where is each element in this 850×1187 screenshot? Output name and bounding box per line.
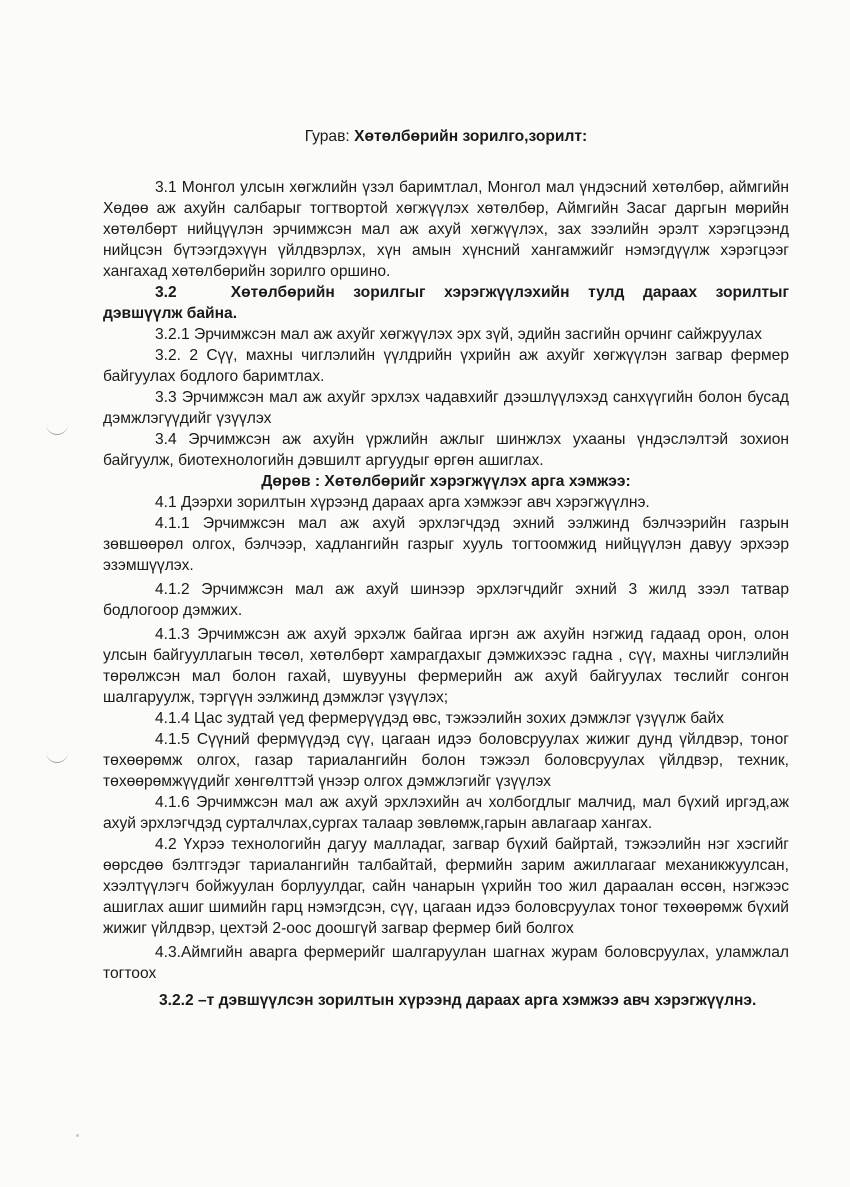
paragraph-3-1: 3.1 Монгол улсын хөгжлийн үзэл баримтлал, Монгол мал үндэсний хөтөлбөр, аймгийн Хөдөө аж ахуйн салбарыг тогтвортой хөгжүүлэх хөтөлбөр, Аймгийн Засаг даргын мөрийн хөтөлбөрт нийцүүлэн эрчимжсэн мал аж ахуй хөгжүүлэх, зах зээлийн эрэлт хэрэгцээнд нийцсэн бүтээгдэхүүн үйлдвэрлэх, хүн амын хүнсний хангамжийг нэмэгдүүлж хэрэгцээг хангахад хөтөлбөрийн зорилго оршино. [103,179,789,280]
document-body [103,126,789,1011]
punch-hole-mark [46,420,68,435]
paragraph-3-2-1: 3.2.1 Эрчимжсэн мал аж ахуйг хөгжүүлэх эрх зүй, эдийн засгийн орчинг сайжруулах [155,326,762,343]
paragraph-4-1-1: 4.1.1 Эрчимжсэн мал аж ахуй эрхлэгчдэд эхний ээлжинд бэлчээрийн газрын зөвшөөрөл олгох, бэлчээр, хадлангийн газрыг хууль тогтоомжид нийцүүлэн давуу эрхээр эзэмшүүлэх. [103,515,789,574]
paragraph-4-3: 4.3.Аймгийн аварга фермерийг шалгаруулан шагнах журам боловсруулах, уламжлал тогтоох [103,944,789,982]
paragraph-4-1-5: 4.1.5 Сүүний фермүүдэд сүү, цагаан идээ боловсруулах жижиг дунд үйлдвэр, тоног төхөөрөмж олгох, газар тариалангийн болон тэжээл боловсруулах үйлдвэр, техник, төхөөрөмжүүдийг хөнгөлттэй үнээр олгох дэмжлэгийг үзүүлэх [103,731,789,790]
closing-heading-3-2-2: 3.2.2 –т дэвшүүлсэн зорилтын хүрээнд дараах арга хэмжээ авч хэрэгжүүлнэ. [159,992,757,1009]
paragraph-3-4: 3.4 Эрчимжсэн аж ахуйн үржлийн ажлыг шинжлэх ухааны үндэслэлтэй зохион байгуулж, биотехнологийн дэвшилт аргуудыг өргөн ашиглах. [103,431,789,469]
paragraph-4-1-4: 4.1.4 Цас зудтай үед фермерүүдэд өвс, тэжээлийн зохих дэмжлэг үзүүлж байх [155,710,724,727]
heading-3-2 [103,282,789,324]
paragraph-4-2: 4.2 Үхрээ технологийн дагуу малладаг, загвар бүхий байртай, тэжээлийн нэг хэсгийг өөрсдөө бэлтгэдэг тариалангийн талбайтай, фермийн зарим ажиллагааг механикжуулсан, хээлтүүлэгч бойжуулан борлуулдаг, сайн чанарын үхрийн тоо жил дараалан өссөн, нэгжээс ашиглах ашиг шимийн гарц нэмэгдсэн, сүү, цагаан идээ боловсруулах тоног төхөөрөмж бүхий жижиг үйлдвэр, цехтэй 2-оос доошгүй загвар фермер бий болгох [103,836,789,937]
heading-3-2-number: 3.2 [155,284,177,301]
paragraph-4-1-2: 4.1.2 Эрчимжсэн мал аж ахуй шинээр эрхлэгчдийг эхний 3 жилд зээл татвар бодлогоор дэмжих. [103,581,789,619]
punch-hole-mark [46,748,68,763]
heading-3-2-text: Хөтөлбөрийн зорилгыг хэрэгжүүлэхийн тулд дараах зорилтыг дэвшүүлж байна. [103,284,789,322]
section-title [103,126,789,147]
section-title-bold: Хөтөлбөрийн зорилго,зорилт: [354,128,588,145]
section-title-prefix: Гурав: [304,128,355,145]
section-four-heading: Дөрөв : Хөтөлбөрийг хэрэгжүүлэх арга хэмжээ: [261,473,631,490]
paragraph-3-3: 3.3 Эрчимжсэн мал аж ахуйг эрхлэх чадавхийг дээшлүүлэхэд санхүүгийн болон бусад дэмжлэгүүдийг үзүүлэх [103,389,789,427]
scan-speck [76,1134,79,1137]
paragraph-4-1-6: 4.1.6 Эрчимжсэн мал аж ахуй эрхлэхийн ач холбогдлыг малчид, мал бүхий иргэд,аж ахуй эрхлэгчдэд сурталчлах,сургах талаар зөвлөмж,гарын авлагаар хангах. [103,794,789,832]
paragraph-4-1-3: 4.1.3 Эрчимжсэн аж ахуй эрхэлж байгаа иргэн аж ахуйн нэгжид гадаад орон, олон улсын байгууллагын төсөл, хөтөлбөрт хамрагдахыг дэмжихээс гадна , сүү, махны чиглэлийн төрөлжсэн мал болон гахай, шувууны фермерийн аж ахуй байгуулах төслийг сонгон шалгаруулж, тэргүүн ээлжинд дэмжлэг үзүүлэх; [103,626,789,706]
paragraph-3-2-2: 3.2. 2 Сүү, махны чиглэлийн үүлдрийн үхрийн аж ахуйг хөгжүүлэн загвар фермер байгуулах бодлого баримтлах. [103,347,789,385]
paragraph-4-1: 4.1 Дээрхи зорилтын хүрээнд дараах арга хэмжээг авч хэрэгжүүлнэ. [155,494,650,511]
